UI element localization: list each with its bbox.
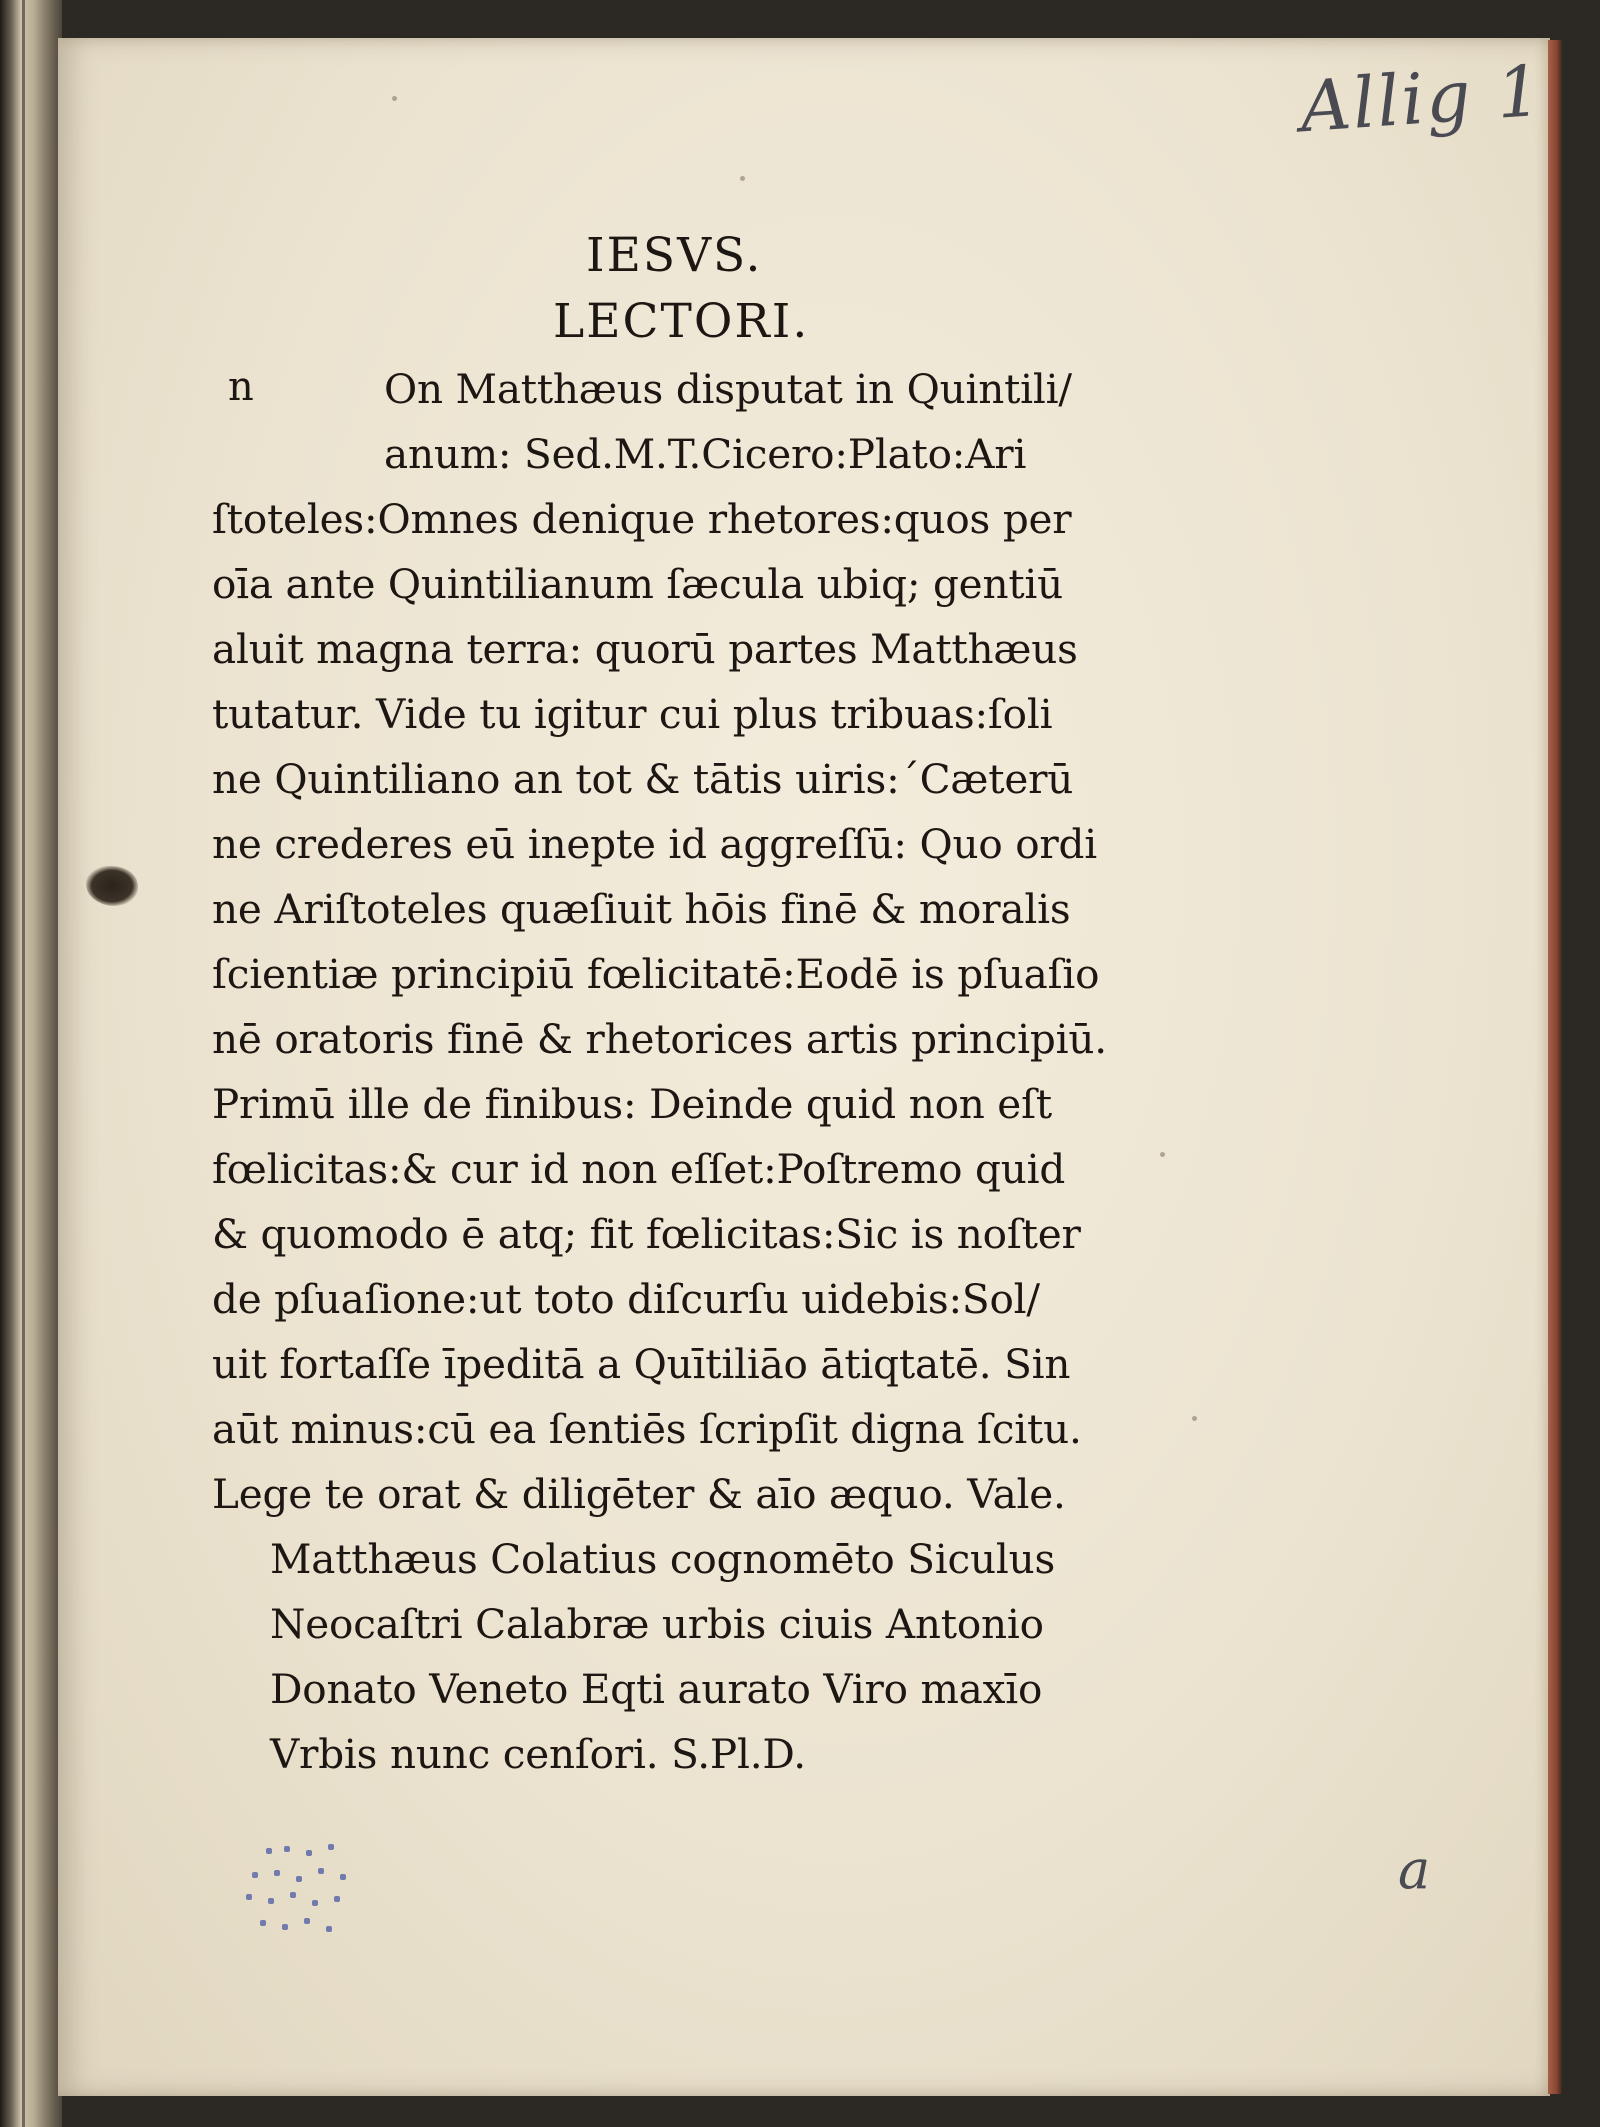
heading-lectori: LECTORI. — [553, 294, 810, 349]
body-line-13: fœlicitas:& cur id non eſſet:Poſtremo quid — [212, 1145, 1066, 1193]
paper-speck — [392, 96, 397, 101]
body-line-10: ſcientiæ principiū fœlicitatē:Eodē is pſuaſio — [212, 950, 1100, 998]
body-line-18: Lege te orat & diligēter & aīo æquo. Vale. — [212, 1470, 1066, 1518]
body-line-12: Primū ille de finibus: Deinde quid non eſt — [212, 1080, 1052, 1128]
body-line-17: aūt minus:cū ea ſentiēs ſcripſit digna ſcitu. — [212, 1405, 1082, 1453]
body-line-2: anum: Sed.M.T.Cicero:Plato:Ari — [384, 430, 1027, 478]
body-line-6: tutatur. Vide tu igitur cui plus tribuas:ſoli — [212, 690, 1053, 738]
body-line-9: ne Ariſtoteles quæſiuit hōis finē & moralis — [212, 885, 1071, 933]
dedication-line-3: Donato Veneto Eqti aurato Viro maxīo — [270, 1665, 1043, 1713]
paper-speck — [1160, 1152, 1165, 1157]
body-line-11: nē oratoris finē & rhetorices artis principiū. — [212, 1015, 1107, 1063]
body-line-7: ne Quintiliano an tot & tātis uiris:´Cæterū — [212, 755, 1074, 803]
body-line-14: & quomodo ē atq; fit fœlicitas:Sic is noſter — [212, 1210, 1081, 1258]
body-line-5: aluit magna terra: quorū partes Matthæus — [212, 625, 1078, 673]
page-edge — [1548, 40, 1562, 2094]
dedication-line-2: Neocaſtri Calabræ urbis ciuis Antonio — [270, 1600, 1044, 1648]
heading-iesvs: IESVS. — [586, 228, 763, 283]
body-line-4: oīa ante Quintilianum ſæcula ubiq; gentiū — [212, 560, 1064, 608]
body-line-8: ne crederes eū inepte id aggreſſū: Quo ordi — [212, 820, 1098, 868]
initial-guide-letter: n — [228, 364, 254, 410]
handwritten-signature-mark: a — [1398, 1838, 1433, 1901]
dedication-line-4: Vrbis nunc cenſori. S.Pl.D. — [270, 1730, 806, 1778]
body-line-15: de pſuaſione:ut toto diſcurſu uidebis:Sol/ — [212, 1275, 1040, 1323]
paper-speck — [740, 176, 745, 181]
handwritten-shelfmark: Allig 1 — [1297, 49, 1546, 149]
body-line-1: On Matthæus disputat in Quintili/ — [384, 365, 1072, 413]
book-gutter — [0, 0, 62, 2127]
dedication-line-1: Matthæus Colatius cognomēto Siculus — [270, 1535, 1056, 1583]
body-line-16: uit fortaſſe īpeditā a Quītiliāo ātiqtatē. Sin — [212, 1340, 1071, 1388]
paper-speck — [1192, 1416, 1197, 1421]
body-line-3: ſtoteles:Omnes denique rhetores:quos per — [212, 495, 1072, 543]
library-stamp — [244, 1842, 374, 1938]
